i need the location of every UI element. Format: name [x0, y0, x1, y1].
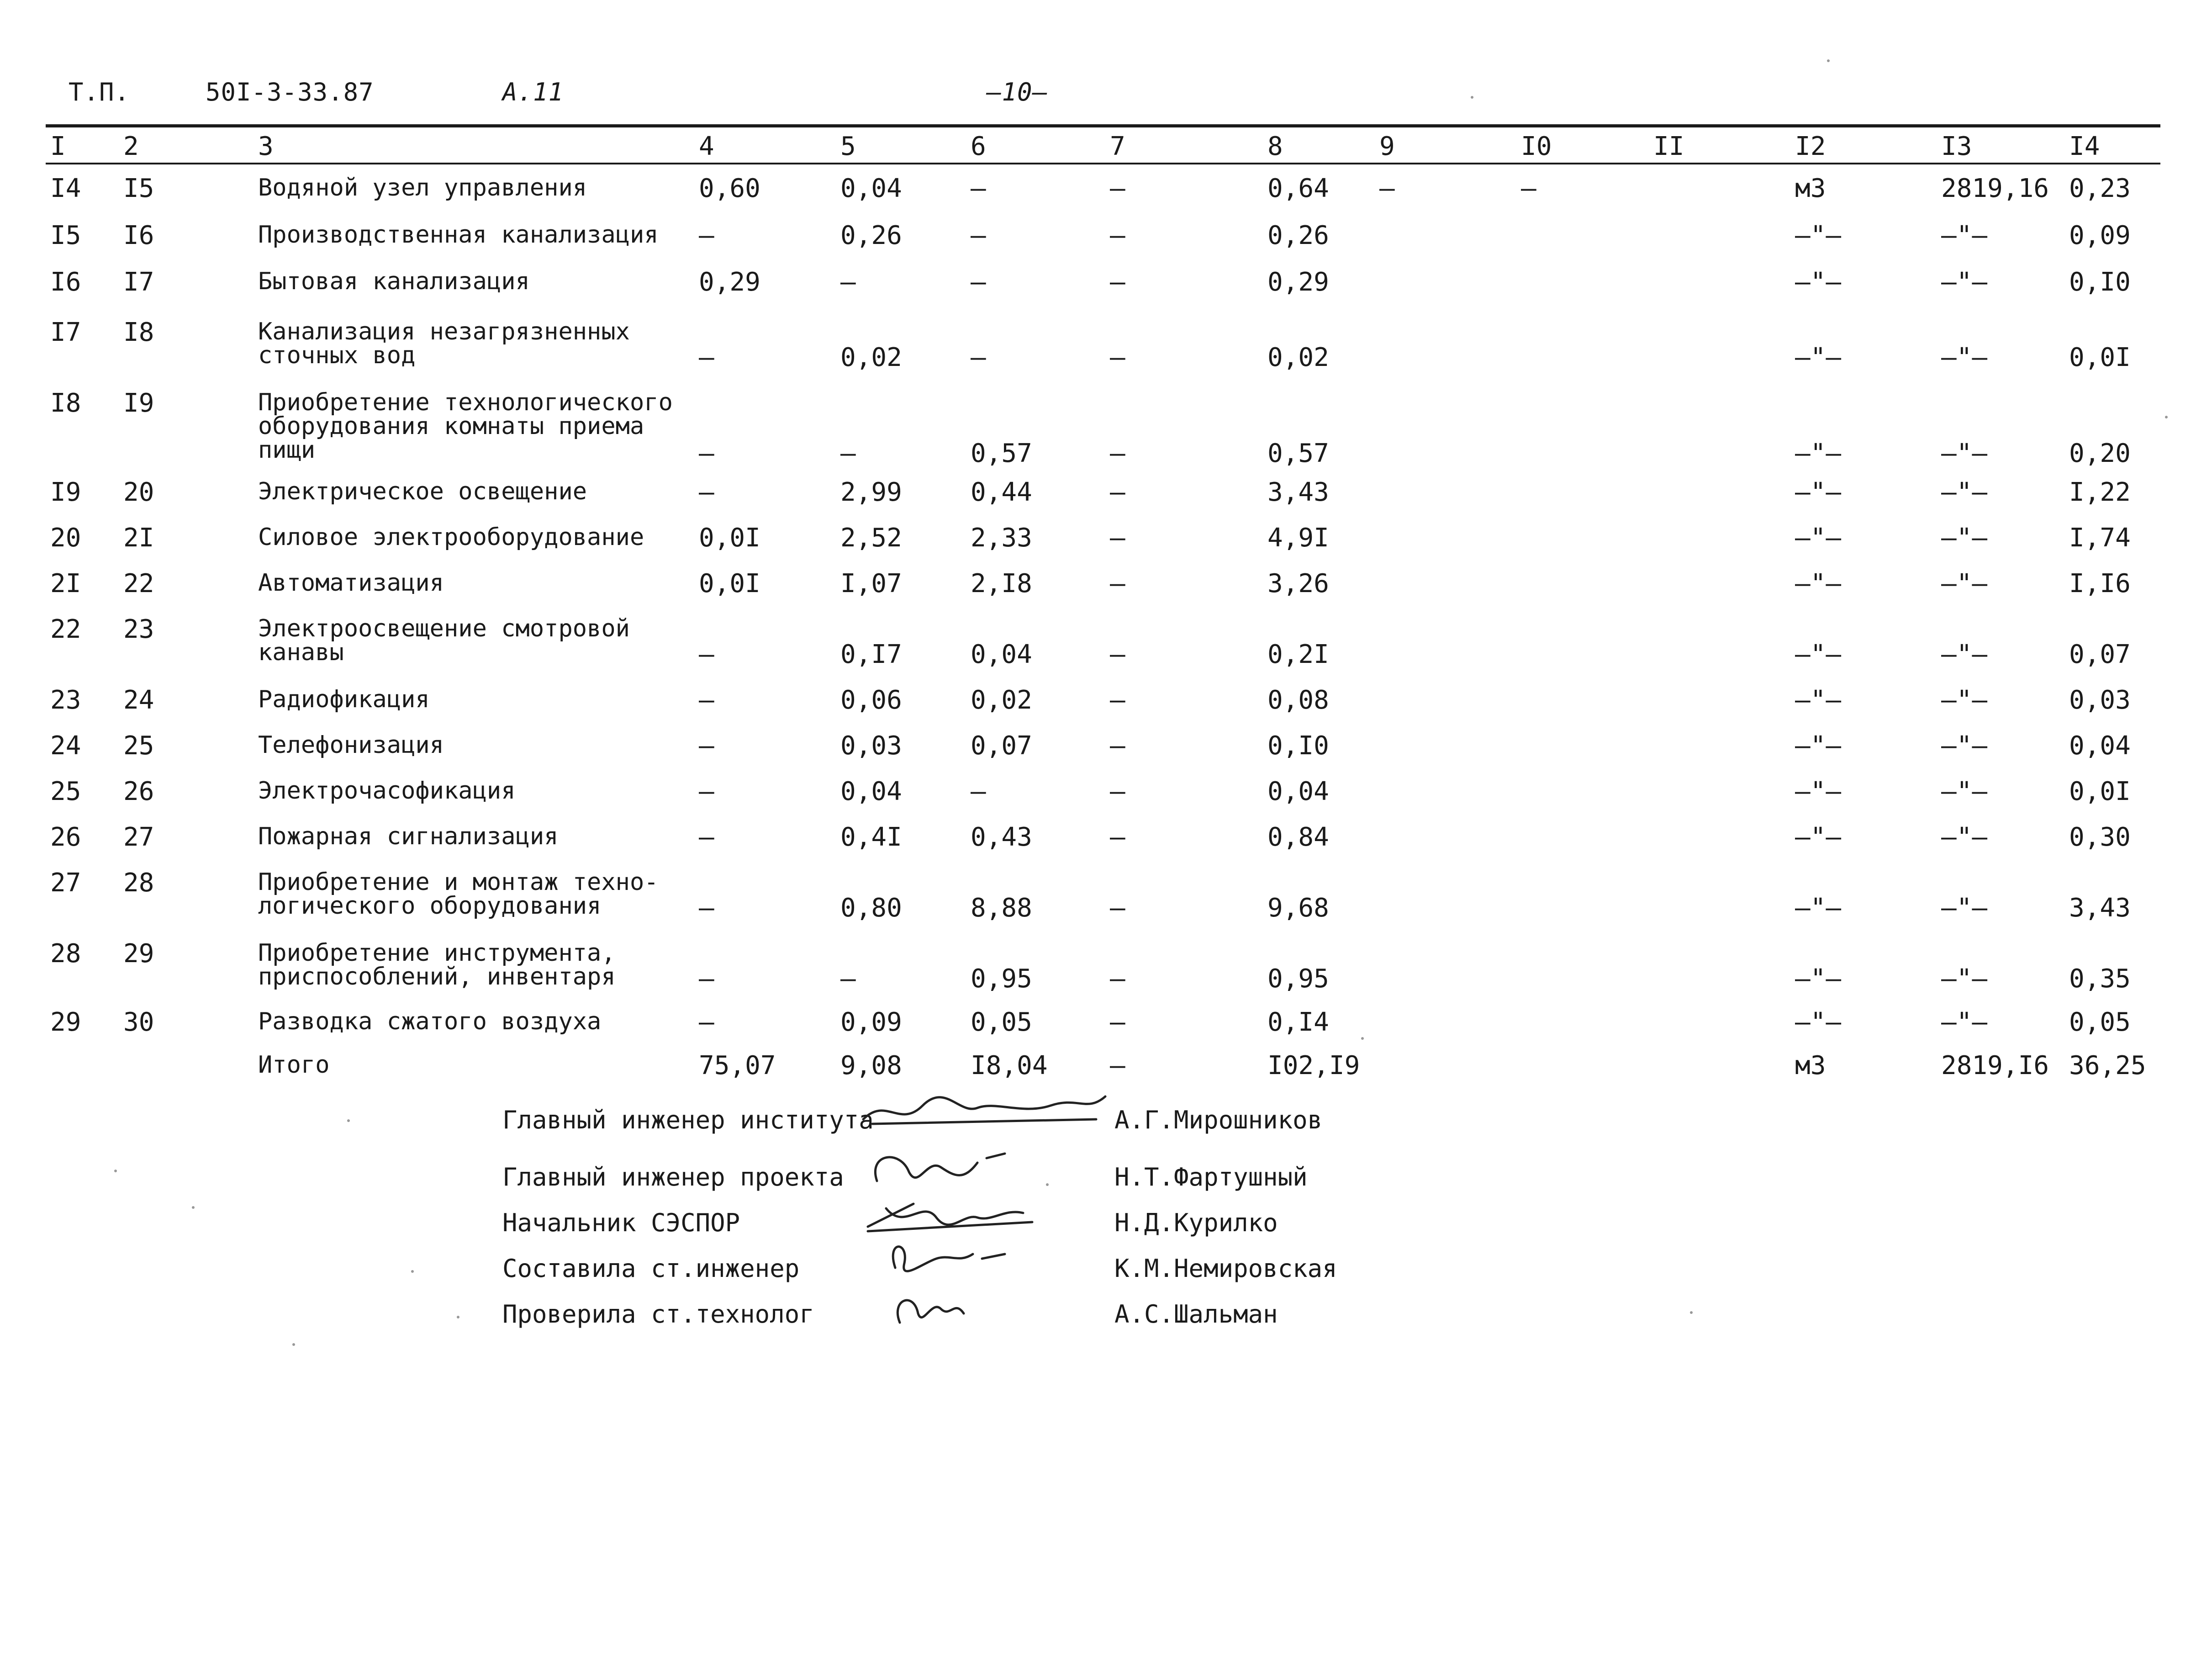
cell-c6: I8,04	[971, 1051, 1048, 1080]
row-number: 2I	[50, 569, 81, 598]
cell-c14: I,22	[2069, 477, 2131, 507]
cell-c7: –	[1110, 221, 1125, 250]
column-header: 2	[123, 132, 139, 161]
cell-c5: 0,04	[840, 777, 902, 806]
cell-c8: 0,26	[1267, 221, 1329, 250]
cell-c14: I,I6	[2069, 569, 2131, 598]
cell-c12: –"–	[1795, 221, 1842, 250]
cell-c4: –	[699, 777, 714, 806]
cell-c12: –"–	[1795, 523, 1842, 553]
cell-c14: 36,25	[2069, 1051, 2146, 1080]
cell-c4: 0,29	[699, 267, 760, 297]
cell-c8: 0,I0	[1267, 731, 1329, 761]
cell-c6: 0,04	[971, 640, 1032, 669]
scan-speck	[114, 1170, 117, 1172]
cell-c7: –	[1110, 439, 1125, 468]
cell-c5: 2,52	[840, 523, 902, 553]
cell-c6: 0,95	[971, 964, 1032, 994]
cell-c5: 0,80	[840, 893, 902, 923]
column-header: I	[50, 132, 66, 161]
item-name: Электрическое освещение	[258, 478, 587, 505]
item-name: Приобретение инструмента, приспособлений, инвентаря	[258, 939, 616, 990]
cell-c7: –	[1110, 777, 1125, 806]
cell-c13: –"–	[1941, 439, 1988, 468]
cell-c4: 0,0I	[699, 523, 760, 553]
cell-c13: –"–	[1941, 267, 1988, 297]
item-number: 2I	[123, 523, 154, 553]
cell-c5: 0,09	[840, 1007, 902, 1037]
cell-c4: –	[699, 964, 714, 994]
cell-c7: –	[1110, 267, 1125, 297]
cell-c8: 4,9I	[1267, 523, 1329, 553]
row-number: I9	[50, 477, 81, 507]
cell-c12: –"–	[1795, 893, 1842, 923]
cell-c5: 0,03	[840, 731, 902, 761]
scan-speck	[192, 1206, 195, 1209]
cell-c6: 0,05	[971, 1007, 1032, 1037]
item-number: 30	[123, 1007, 154, 1037]
handwritten-signature	[859, 1236, 1114, 1286]
cell-c13: 2819,I6	[1941, 1051, 2049, 1080]
row-number: I5	[50, 221, 81, 250]
item-name: Разводка сжатого воздуха	[258, 1008, 602, 1035]
cell-c13: –"–	[1941, 893, 1988, 923]
cell-c13: –"–	[1941, 822, 1988, 852]
cell-c8: 0,95	[1267, 964, 1329, 994]
cell-c12: –"–	[1795, 477, 1842, 507]
cell-c13: –"–	[1941, 343, 1988, 372]
scan-speck	[1827, 59, 1830, 62]
signature-role: Проверила ст.технолог	[502, 1300, 814, 1329]
scan-speck	[1471, 96, 1473, 99]
signature-role: Начальник СЭСПОР	[502, 1208, 740, 1237]
cell-c13: –"–	[1941, 1007, 1988, 1037]
cell-c8: 3,26	[1267, 569, 1329, 598]
cell-c7: –	[1110, 731, 1125, 761]
cell-c5: 0,26	[840, 221, 902, 250]
cell-c14: 0,35	[2069, 964, 2131, 994]
column-header: 4	[699, 132, 714, 161]
cell-c14: 3,43	[2069, 893, 2131, 923]
cell-c7: –	[1110, 477, 1125, 507]
cell-c5: –	[840, 439, 856, 468]
scan-speck	[1361, 1037, 1364, 1040]
cell-c4: –	[699, 822, 714, 852]
cell-c8: 0,08	[1267, 685, 1329, 715]
row-number: 25	[50, 777, 81, 806]
cell-c13: –"–	[1941, 569, 1988, 598]
row-number: 28	[50, 939, 81, 969]
cell-c4: –	[699, 731, 714, 761]
signature-role: Составила ст.инженер	[502, 1254, 800, 1283]
cell-c8: 0,64	[1267, 174, 1329, 203]
cell-c12: –"–	[1795, 964, 1842, 994]
cell-c12: м3	[1795, 174, 1826, 203]
cell-c14: 0,0I	[2069, 343, 2131, 372]
cell-c6: –	[971, 343, 986, 372]
item-number: I6	[123, 221, 154, 250]
cell-c12: –"–	[1795, 822, 1842, 852]
cell-c5: 0,4I	[840, 822, 902, 852]
row-number: 22	[50, 614, 81, 644]
item-number: 24	[123, 685, 154, 715]
cell-c6: 2,I8	[971, 569, 1032, 598]
handwritten-signature	[859, 1190, 1114, 1240]
row-number: I8	[50, 388, 81, 418]
cell-c7: –	[1110, 640, 1125, 669]
item-name: Производственная канализация	[258, 221, 659, 249]
cell-c13: –"–	[1941, 477, 1988, 507]
cell-c14: I,74	[2069, 523, 2131, 553]
column-header: 3	[258, 132, 274, 161]
item-name: Электрочасофикация	[258, 777, 516, 805]
cell-c8: 0,57	[1267, 439, 1329, 468]
signature-role: Главный инженер проекта	[502, 1163, 844, 1191]
cell-c13: –"–	[1941, 640, 1988, 669]
scan-speck	[411, 1270, 414, 1273]
cell-c4: –	[699, 439, 714, 468]
cell-c10: –	[1521, 174, 1536, 203]
signatory-name: А.С.Шальман	[1114, 1300, 1278, 1329]
cell-c5: I,07	[840, 569, 902, 598]
cell-c5: –	[840, 267, 856, 297]
cell-c14: 0,30	[2069, 822, 2131, 852]
cell-c8: 3,43	[1267, 477, 1329, 507]
column-header: I3	[1941, 132, 1972, 161]
signature-role: Главный инженер института	[502, 1106, 874, 1134]
item-name: Пожарная сигнализация	[258, 823, 559, 850]
cell-c14: 0,0I	[2069, 777, 2131, 806]
item-number: I5	[123, 174, 154, 203]
signatory-name: К.М.Немировская	[1114, 1254, 1337, 1283]
cell-c8: 0,2I	[1267, 640, 1329, 669]
cell-c13: –"–	[1941, 221, 1988, 250]
cell-c7: –	[1110, 523, 1125, 553]
cell-c14: 0,23	[2069, 174, 2131, 203]
item-number: 28	[123, 868, 154, 898]
column-header-row	[0, 130, 2212, 160]
column-header: 9	[1379, 132, 1395, 161]
cell-c7: –	[1110, 569, 1125, 598]
cell-c13: –"–	[1941, 964, 1988, 994]
cell-c5: 0,06	[840, 685, 902, 715]
cell-c14: 0,20	[2069, 439, 2131, 468]
item-name: Силовое электрооборудование	[258, 524, 644, 551]
item-number: I8	[123, 318, 154, 347]
cell-c6: –	[971, 267, 986, 297]
cell-c4: –	[699, 477, 714, 507]
cell-c12: –"–	[1795, 1007, 1842, 1037]
row-number: 24	[50, 731, 81, 761]
cell-c12: –"–	[1795, 267, 1842, 297]
cell-c5: 9,08	[840, 1051, 902, 1080]
column-header: 7	[1110, 132, 1125, 161]
cell-c4: 0,0I	[699, 569, 760, 598]
cell-c8: 9,68	[1267, 893, 1329, 923]
item-number: 22	[123, 569, 154, 598]
item-name: Радиофикация	[258, 686, 430, 713]
scan-speck	[457, 1316, 459, 1318]
item-number: 20	[123, 477, 154, 507]
cell-c5: 0,02	[840, 343, 902, 372]
scan-speck	[347, 1119, 350, 1122]
cell-c13: 2819,16	[1941, 174, 2049, 203]
cell-c12: –"–	[1795, 777, 1842, 806]
cell-c8: 0,04	[1267, 777, 1329, 806]
item-number: 26	[123, 777, 154, 806]
item-number: 23	[123, 614, 154, 644]
row-number: I7	[50, 318, 81, 347]
top-rule	[46, 124, 2160, 127]
cell-c7: –	[1110, 685, 1125, 715]
cell-c7: –	[1110, 964, 1125, 994]
column-header: I2	[1795, 132, 1826, 161]
item-name: Приобретение и монтаж техно-логического оборудования	[258, 868, 659, 920]
cell-c12: м3	[1795, 1051, 1826, 1080]
row-number: I4	[50, 174, 81, 203]
cell-c13: –"–	[1941, 523, 1988, 553]
cell-c4: –	[699, 1007, 714, 1037]
page-number: –10–	[987, 78, 1048, 106]
row-number: 29	[50, 1007, 81, 1037]
cell-c13: –"–	[1941, 777, 1988, 806]
cell-c13: –"–	[1941, 685, 1988, 715]
cell-c6: 2,33	[971, 523, 1032, 553]
row-number: 23	[50, 685, 81, 715]
cell-c8: 0,84	[1267, 822, 1329, 852]
cell-c6: 8,88	[971, 893, 1032, 923]
item-name: Бытовая канализация	[258, 268, 530, 295]
column-header: 6	[971, 132, 986, 161]
item-number: 25	[123, 731, 154, 761]
cell-c7: –	[1110, 1007, 1125, 1037]
cell-c5: –	[840, 964, 856, 994]
cell-c14: 0,09	[2069, 221, 2131, 250]
cell-c6: 0,44	[971, 477, 1032, 507]
row-number: 27	[50, 868, 81, 898]
item-name: Приобретение технологического оборудования комнаты приема пищи	[258, 389, 673, 464]
item-name: Итого	[258, 1051, 330, 1079]
cell-c4: –	[699, 893, 714, 923]
cell-c6: 0,07	[971, 731, 1032, 761]
cell-c4: –	[699, 685, 714, 715]
cell-c8: 0,29	[1267, 267, 1329, 297]
item-name: Автоматизация	[258, 569, 444, 597]
row-number: 26	[50, 822, 81, 852]
scan-speck	[1690, 1311, 1693, 1314]
cell-c4: –	[699, 640, 714, 669]
cell-c12: –"–	[1795, 343, 1842, 372]
cell-c6: –	[971, 174, 986, 203]
cell-c9: –	[1379, 174, 1395, 203]
signatory-name: А.Г.Мирошников	[1114, 1106, 1323, 1134]
cell-c4: 0,60	[699, 174, 760, 203]
cell-c7: –	[1110, 893, 1125, 923]
item-name: Электроосвещение смотровой канавы	[258, 615, 630, 666]
cell-c6: 0,43	[971, 822, 1032, 852]
cell-c14: 0,03	[2069, 685, 2131, 715]
cell-c7: –	[1110, 343, 1125, 372]
signatory-name: Н.Т.Фартушный	[1114, 1163, 1308, 1191]
signatory-name: Н.Д.Курилко	[1114, 1208, 1278, 1237]
cell-c6: –	[971, 221, 986, 250]
column-header: I0	[1521, 132, 1552, 161]
cell-c8: 0,02	[1267, 343, 1329, 372]
cell-c5: 2,99	[840, 477, 902, 507]
handwritten-signature	[859, 1087, 1114, 1138]
column-header: II	[1653, 132, 1684, 161]
project-code: 50I-3-33.87	[206, 78, 374, 106]
cell-c8: 0,I4	[1267, 1007, 1329, 1037]
cell-c12: –"–	[1795, 640, 1842, 669]
cell-c4: –	[699, 343, 714, 372]
cell-c4: 75,07	[699, 1051, 776, 1080]
header-rule	[46, 163, 2160, 164]
cell-c4: –	[699, 221, 714, 250]
cell-c5: 0,I7	[840, 640, 902, 669]
cell-c6: 0,02	[971, 685, 1032, 715]
cell-c6: 0,57	[971, 439, 1032, 468]
column-header: I4	[2069, 132, 2100, 161]
cell-c12: –"–	[1795, 731, 1842, 761]
cell-c12: –"–	[1795, 439, 1842, 468]
column-header: 8	[1267, 132, 1283, 161]
handwritten-signature	[859, 1281, 1114, 1332]
cell-c5: 0,04	[840, 174, 902, 203]
item-name: Телефонизация	[258, 731, 444, 759]
cell-c8: I02,I9	[1267, 1051, 1360, 1080]
cell-c12: –"–	[1795, 569, 1842, 598]
scan-speck	[1046, 1183, 1049, 1186]
item-name: Водяной узел управления	[258, 174, 587, 201]
item-number: 27	[123, 822, 154, 852]
album-code: А.11	[502, 78, 564, 106]
cell-c14: 0,07	[2069, 640, 2131, 669]
handwritten-signature	[859, 1144, 1114, 1195]
cell-c7: –	[1110, 174, 1125, 203]
cell-c13: –"–	[1941, 731, 1988, 761]
cell-c7: –	[1110, 1051, 1125, 1080]
column-header: 5	[840, 132, 856, 161]
series-label: Т.П.	[69, 78, 130, 106]
row-number: I6	[50, 267, 81, 297]
cell-c14: 0,I0	[2069, 267, 2131, 297]
item-name: Канализация незагрязненных сточных вод	[258, 318, 630, 369]
row-number: 20	[50, 523, 81, 553]
scan-speck	[2165, 416, 2168, 418]
scan-speck	[292, 1343, 295, 1346]
item-number: I9	[123, 388, 154, 418]
cell-c7: –	[1110, 822, 1125, 852]
cell-c14: 0,05	[2069, 1007, 2131, 1037]
cell-c6: –	[971, 777, 986, 806]
cell-c12: –"–	[1795, 685, 1842, 715]
item-number: I7	[123, 267, 154, 297]
item-number: 29	[123, 939, 154, 969]
cell-c14: 0,04	[2069, 731, 2131, 761]
